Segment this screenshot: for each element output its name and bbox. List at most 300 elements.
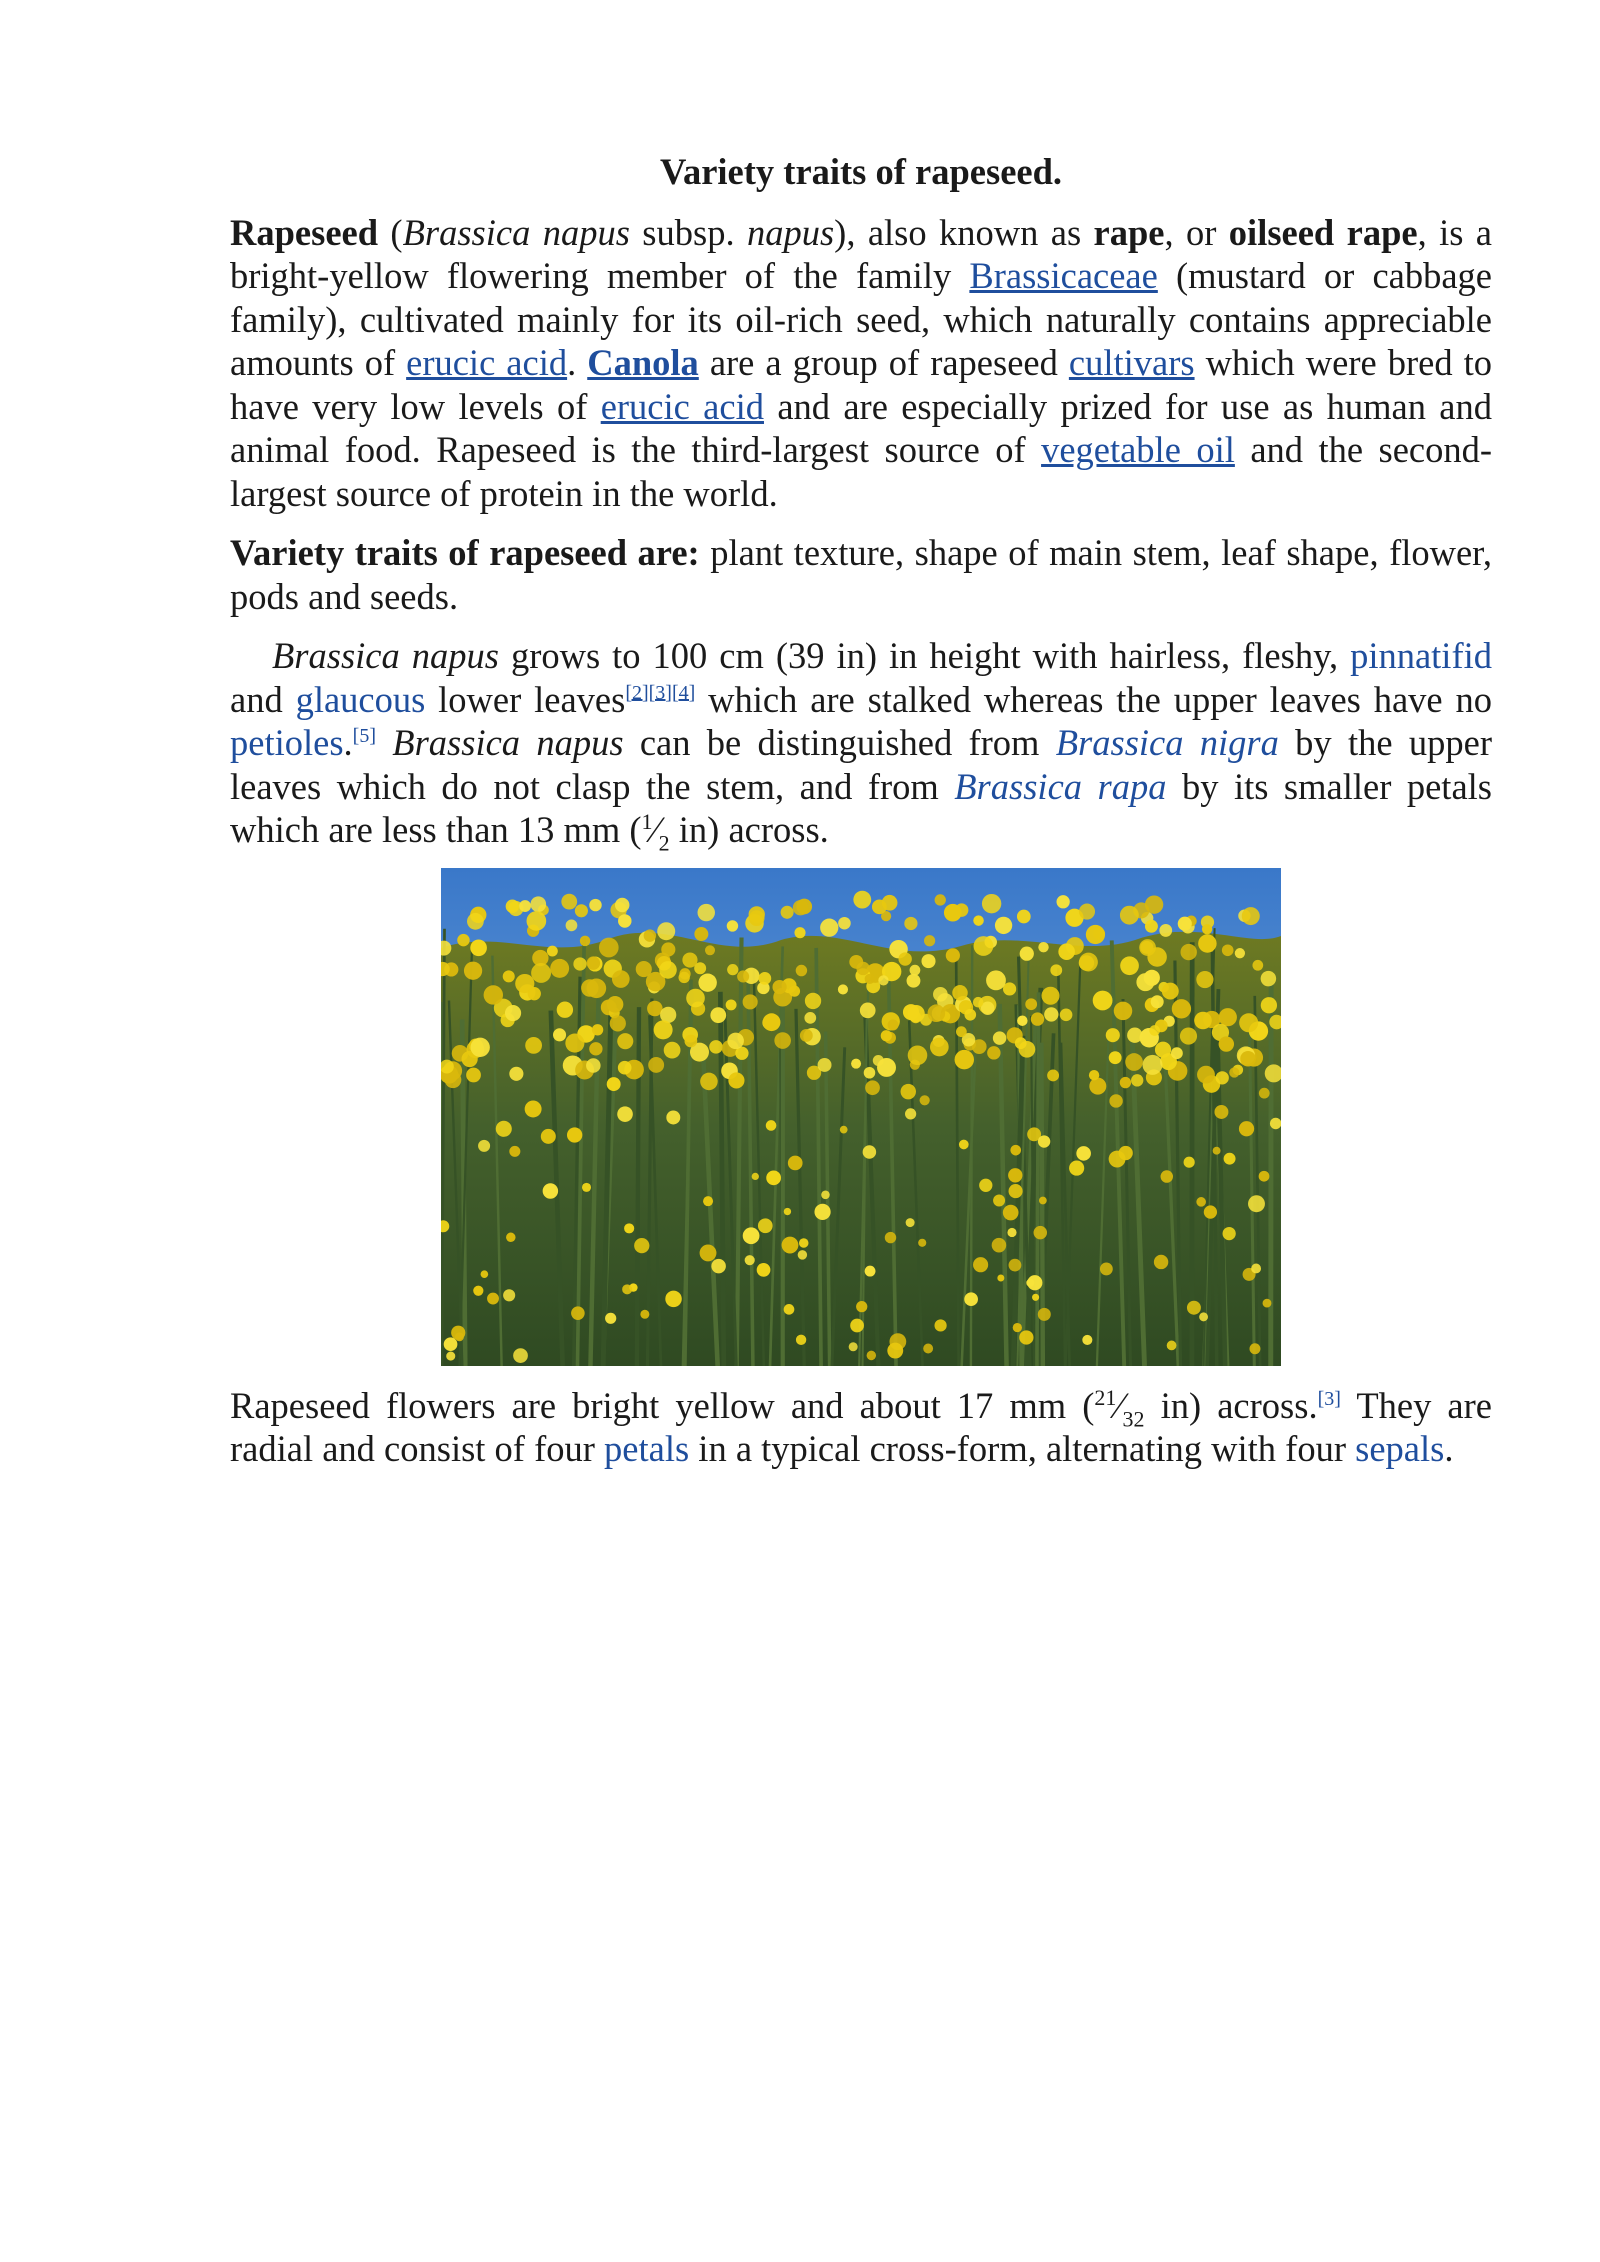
species-name: Brassica napus [272, 635, 499, 676]
flower-blossom [470, 1037, 489, 1056]
flower-blossom [1019, 1330, 1033, 1344]
flower-blossom [853, 890, 871, 908]
flower-blossom [1261, 970, 1277, 986]
flower-blossom [979, 1178, 992, 1191]
flower-blossom [589, 1042, 602, 1055]
link-erucic-acid-2[interactable]: erucic acid [600, 385, 764, 427]
link-erucic-acid[interactable]: erucic acid [406, 342, 568, 383]
flower-blossom [1248, 1195, 1265, 1212]
flower-blossom [1060, 1008, 1073, 1021]
link-pinnatifid[interactable]: pinnatifid [1350, 635, 1492, 676]
flower-blossom [920, 1095, 930, 1105]
fraction-denominator: 32 [1122, 1405, 1145, 1431]
flower-blossom [618, 1060, 632, 1074]
flower-blossom [1214, 1105, 1228, 1119]
flower-blossom [547, 945, 558, 956]
text-fragment: in) across. [669, 809, 829, 850]
flower-blossom [1120, 905, 1139, 924]
flower-blossom [644, 929, 656, 941]
flower-blossom [726, 999, 737, 1010]
flower-blossom [918, 1238, 926, 1246]
link-petioles[interactable]: petioles [230, 722, 344, 763]
link-brassicaceae[interactable]: Brassicaceae [969, 255, 1158, 296]
flower-blossom [908, 1004, 925, 1021]
term-oilseed-rape: oilseed rape [1228, 211, 1418, 253]
flower-blossom [665, 1290, 681, 1306]
flower-blossom [838, 984, 848, 994]
flower-blossom [1114, 1001, 1133, 1020]
flower-blossom [575, 904, 588, 917]
flower-blossom [993, 1031, 1006, 1044]
text-fragment: . [343, 722, 353, 763]
flowers-paragraph [230, 1384, 1492, 1471]
flower-blossom [587, 956, 600, 969]
flower-blossom [745, 1255, 755, 1265]
flower-blossom [525, 1100, 542, 1117]
flower-blossom [557, 1001, 573, 1017]
flower-blossom [992, 1237, 1007, 1252]
flower-blossom [1017, 909, 1031, 923]
flower-blossom [1198, 934, 1216, 952]
flower-blossom [1120, 1076, 1131, 1087]
flower-blossom [1259, 1170, 1270, 1181]
flower-blossom [1120, 956, 1139, 975]
flower-blossom [1219, 1008, 1237, 1026]
flower-blossom [955, 1049, 974, 1068]
text-fragment: and [230, 678, 296, 720]
flower-blossom [473, 1285, 483, 1295]
flower-blossom [1270, 1117, 1281, 1128]
flower-blossom [1151, 995, 1164, 1008]
flower-blossom [1079, 903, 1095, 919]
text-fragment: lower leaves [425, 678, 626, 720]
flower-blossom [1229, 1067, 1239, 1077]
flower-blossom [610, 1015, 626, 1031]
text-fragment: which are stalked whereas the upper leaves have no [695, 678, 1492, 720]
text-fragment [376, 722, 392, 763]
document-title: Variety traits of rapeseed. [659, 151, 1063, 192]
species-name: Brassica napus [402, 211, 630, 253]
text-fragment: (mustard or cabbage family), cultivated mainly for its oil-rich seed, which naturally contains appreciable amounts of [230, 255, 1492, 383]
flower-blossom [666, 1110, 680, 1124]
flower-blossom [550, 958, 569, 977]
flower-blossom [752, 1172, 759, 1179]
citation-refs-2-3-4[interactable]: [2][3][4] [625, 681, 696, 704]
flower-blossom [881, 1030, 892, 1041]
flower-blossom [1252, 959, 1263, 970]
flower-blossom [763, 1013, 781, 1031]
flower-blossom [928, 1004, 946, 1022]
citation-ref-3[interactable]: [3] [1317, 1387, 1341, 1410]
flower-blossom [1100, 1262, 1113, 1275]
flower-blossom [1056, 895, 1069, 908]
flower-blossom [924, 935, 935, 946]
flower-blossom [782, 1236, 799, 1253]
flower-blossom [1010, 1144, 1021, 1155]
flower-blossom [592, 1024, 603, 1035]
rapeseed-field-image [441, 868, 1281, 1366]
flower-blossom [907, 973, 921, 987]
flower-blossom [865, 1080, 880, 1095]
flower-blossom [509, 1145, 520, 1156]
flower-blossom [705, 945, 715, 955]
flower-blossom [496, 1120, 512, 1136]
flower-blossom [995, 916, 1012, 933]
flower-blossom [1041, 986, 1059, 1004]
fraction-denominator: 2 [658, 830, 670, 856]
flower-blossom [982, 893, 1001, 912]
flower-blossom [1239, 1013, 1258, 1032]
flower-blossom [1184, 1156, 1195, 1167]
flower-blossom [728, 1072, 744, 1088]
flower-blossom [1109, 1150, 1126, 1167]
flower-blossom [774, 1032, 791, 1049]
flower-blossom [1020, 946, 1034, 960]
flower-blossom [1167, 1340, 1177, 1350]
text-fragment: They are radial and consist of four [230, 1384, 1492, 1469]
flower-blossom [805, 992, 821, 1008]
flower-blossom [1136, 973, 1154, 991]
flower-blossom [1015, 1037, 1027, 1049]
flower-blossom [887, 1342, 903, 1358]
flower-blossom [617, 1106, 633, 1122]
flower-blossom [543, 1183, 558, 1198]
flower-blossom [1161, 1170, 1173, 1182]
flower-blossom [908, 1045, 928, 1065]
flower-blossom [727, 964, 738, 975]
flower-blossom [821, 1190, 830, 1199]
fraction-numerator: 1 [641, 808, 653, 834]
flower-blossom [935, 894, 946, 905]
flower-blossom [796, 964, 807, 975]
flower-blossom [1082, 1334, 1092, 1344]
flower-blossom [956, 1026, 967, 1037]
flower-blossom [1034, 1225, 1047, 1238]
flower-blossom [973, 1257, 988, 1272]
flower-blossom [1242, 907, 1260, 925]
flower-blossom [840, 1125, 848, 1133]
flower-blossom [1216, 1071, 1229, 1084]
term-rapeseed: Rapeseed [230, 211, 379, 253]
flower-blossom [1109, 1094, 1122, 1107]
text-fragment: subsp. [629, 211, 747, 253]
flower-blossom [987, 1046, 1000, 1059]
term-rape: rape [1093, 211, 1165, 253]
flower-blossom [1086, 924, 1105, 943]
flower-blossom [567, 1127, 582, 1142]
flower-blossom [586, 1058, 601, 1073]
flower-blossom [1202, 924, 1212, 934]
link-canola[interactable]: Canola [587, 342, 699, 383]
text-fragment: ( [378, 211, 403, 253]
flower-blossom [664, 1041, 681, 1058]
text-fragment: by the upper leaves which do not clasp the stem, and from [230, 722, 1492, 807]
flower-blossom [566, 919, 578, 931]
flower-blossom [856, 1301, 867, 1312]
flower-blossom [784, 1304, 795, 1315]
flower-blossom [873, 1054, 884, 1065]
flower-blossom [457, 933, 469, 945]
flower-blossom [901, 1083, 916, 1098]
flower-blossom [888, 1019, 899, 1030]
flower-blossom [506, 1232, 516, 1242]
flower-blossom [657, 922, 675, 940]
flower-blossom [1196, 1197, 1206, 1207]
link-sepals[interactable]: sepals [1355, 1428, 1445, 1469]
flower-blossom [1219, 1036, 1234, 1051]
traits-paragraph [230, 531, 1492, 618]
flower-blossom [1154, 1254, 1168, 1268]
flower-blossom [1003, 1204, 1019, 1220]
flower-blossom [506, 899, 519, 912]
flower-blossom [709, 1040, 723, 1054]
flower-blossom [1038, 941, 1048, 951]
flower-blossom [799, 1238, 809, 1248]
flower-blossom [794, 927, 805, 938]
flower-blossom [654, 1020, 673, 1039]
text-fragment: in) across. [1144, 1384, 1318, 1426]
flower-blossom [757, 1262, 771, 1276]
link-glaucous[interactable]: glaucous [295, 678, 426, 720]
flower-blossom [997, 1274, 1004, 1281]
link-vegetable-oil[interactable]: vegetable oil [1041, 429, 1235, 470]
flower-blossom [904, 916, 917, 929]
flower-blossom [466, 1067, 481, 1082]
traits-lead: Variety traits of rapeseed are: [230, 532, 700, 573]
text-fragment: . [1444, 1428, 1454, 1469]
flower-blossom [478, 1139, 490, 1151]
flower-blossom [867, 1350, 877, 1360]
flower-blossom [1013, 1322, 1022, 1331]
flower-blossom [513, 1348, 528, 1363]
flower-blossom [973, 996, 984, 1007]
flower-blossom [634, 1237, 649, 1252]
flower-blossom [1106, 1028, 1120, 1042]
fraction-slash: ⁄ [652, 809, 659, 850]
flower-blossom [863, 1145, 877, 1159]
flower-blossom [444, 1337, 458, 1351]
flower-blossom [959, 1139, 969, 1149]
flower-blossom [487, 1292, 499, 1304]
flower-blossom [930, 1037, 949, 1056]
flower-blossom [934, 1319, 946, 1331]
text-fragment: . [567, 342, 588, 383]
flower-blossom [481, 1270, 489, 1278]
flower-blossom [686, 988, 705, 1007]
flower-blossom [727, 1032, 744, 1049]
flower-blossom [1039, 1196, 1047, 1204]
flower-blossom [1149, 1025, 1160, 1036]
flower-blossom [1009, 1258, 1022, 1271]
flower-blossom [921, 954, 935, 968]
flower-blossom [698, 903, 715, 920]
text-fragment: and are especially prized for use as human and animal food. Rapeseed is the third-largest source of [230, 385, 1492, 470]
text-fragment: , or [1164, 211, 1229, 253]
flower-blossom [973, 915, 984, 926]
flower-blossom [878, 975, 888, 985]
flower-blossom [528, 987, 541, 1000]
fraction-numerator: 21 [1094, 1384, 1117, 1410]
flower-blossom [1199, 1312, 1208, 1321]
flower-blossom [624, 1223, 634, 1233]
flower-blossom [993, 1194, 1005, 1206]
flower-blossom [580, 935, 590, 945]
flower-blossom [1213, 1146, 1221, 1154]
flower-blossom [659, 961, 677, 979]
flower-blossom [541, 1128, 556, 1143]
flower-blossom [804, 1012, 816, 1024]
flower-blossom [865, 973, 875, 983]
text-fragment: which were bred to have very low levels of [230, 342, 1492, 427]
flower-blossom [622, 1284, 632, 1294]
flower-blossom [1181, 943, 1197, 959]
flower-blossom [814, 1203, 830, 1219]
subspecies-name: napus [746, 211, 835, 253]
flower-blossom [885, 1231, 896, 1242]
flower-blossom [1224, 1152, 1236, 1164]
flower-blossom [648, 1056, 664, 1072]
flower-blossom [1038, 1307, 1051, 1320]
flower-blossom [1159, 924, 1172, 937]
flower-blossom [519, 900, 531, 912]
flower-blossom [964, 1292, 978, 1306]
traits-list: plant texture, shape of main stem, leaf shape, flower, pods and seeds. [230, 532, 1492, 617]
flower-blossom [851, 1058, 861, 1068]
flower-blossom [618, 914, 631, 927]
text-fragment: are a group of rapeseed [698, 342, 1069, 383]
flower-blossom [1076, 1146, 1091, 1161]
flower-blossom [1089, 1077, 1106, 1094]
flower-blossom [605, 1312, 616, 1323]
flower-blossom [796, 1334, 806, 1344]
link-brassica-nigra[interactable]: Brassica nigra [1055, 722, 1279, 763]
link-petals[interactable]: petals [604, 1428, 690, 1469]
rapeseed-field-photo [441, 868, 1281, 1366]
flower-blossom [599, 937, 619, 957]
flower-blossom [820, 918, 838, 936]
flower-blossom [743, 1227, 760, 1244]
flower-blossom [503, 970, 515, 982]
flower-blossom [864, 1066, 876, 1078]
flower-blossom [1263, 1298, 1272, 1307]
flower-blossom [1172, 999, 1191, 1018]
flower-blossom [1069, 1160, 1084, 1175]
flower-blossom [698, 973, 716, 991]
flower-blossom [793, 899, 808, 914]
flower-blossom [1194, 1011, 1212, 1029]
text-fragment: and the second-largest source of protein in the world. [230, 429, 1492, 514]
flower-blossom [838, 916, 851, 929]
flower-blossom [788, 1155, 803, 1170]
species-name: Brassica napus [392, 722, 624, 763]
flower-blossom [525, 1036, 542, 1053]
flower-blossom [1131, 1074, 1143, 1086]
flower-blossom [1222, 944, 1234, 956]
flower-blossom [1047, 1069, 1059, 1081]
flower-blossom [906, 1218, 915, 1227]
flower-blossom [553, 1028, 566, 1041]
flower-blossom [1009, 1184, 1023, 1198]
flower-blossom [923, 1343, 933, 1353]
flower-blossom [766, 1170, 781, 1185]
flower-blossom [737, 970, 749, 982]
flower-blossom [856, 961, 869, 974]
flower-blossom [531, 963, 551, 983]
flower-blossom [1032, 1293, 1039, 1300]
flower-blossom [860, 1002, 876, 1018]
flower-blossom [758, 1218, 773, 1233]
flower-blossom [1235, 948, 1245, 958]
flower-blossom [1178, 916, 1192, 930]
flower-blossom [527, 911, 547, 931]
flower-blossom [1125, 1053, 1143, 1071]
flower-blossom [607, 1077, 621, 1091]
flower-blossom [1058, 943, 1075, 960]
flower-blossom [470, 939, 487, 956]
flower-blossom [784, 1207, 791, 1214]
flower-blossom [1093, 990, 1113, 1010]
flower-blossom [1089, 1070, 1099, 1080]
flower-blossom [964, 1008, 976, 1020]
text-fragment: in a typical cross-form, alternating with four [689, 1428, 1356, 1469]
flower-blossom [455, 1332, 464, 1341]
flower-blossom [640, 1309, 649, 1318]
flower-blossom [1079, 952, 1098, 971]
flower-blossom [1240, 1050, 1256, 1066]
flower-blossom [1050, 964, 1062, 976]
flower-blossom [446, 1351, 455, 1360]
text-fragment: by its smaller petals which are less than 13 mm ( [230, 765, 1492, 850]
flower-blossom [1162, 982, 1179, 999]
flower-blossom [1171, 1047, 1183, 1059]
flower-blossom [905, 1108, 916, 1119]
flower-blossom [727, 920, 738, 931]
flower-blossom [505, 1004, 521, 1020]
flower-blossom [1249, 1343, 1260, 1354]
flower-blossom [986, 970, 1006, 990]
flower-blossom [561, 893, 577, 909]
flower-blossom [581, 979, 598, 996]
fraction-slash: ⁄ [1116, 1384, 1123, 1426]
text-fragment: grows to 100 cm (39 in) in height with hairless, fleshy, [498, 635, 1351, 676]
flower-blossom [1143, 1054, 1163, 1074]
flower-blossom [615, 897, 629, 911]
flower-blossom [910, 964, 921, 975]
flower-blossom [582, 1182, 591, 1191]
link-cultivars[interactable]: cultivars [1068, 342, 1195, 383]
flower-blossom [798, 1250, 807, 1259]
citation-ref-5[interactable]: [5] [352, 724, 376, 747]
flower-blossom [509, 1066, 523, 1080]
flower-blossom [565, 1033, 584, 1052]
flower-blossom [1239, 1121, 1254, 1136]
flower-blossom [1197, 1065, 1215, 1083]
flower-blossom [1259, 1087, 1270, 1098]
flower-blossom [1251, 1263, 1261, 1273]
flower-blossom [1196, 970, 1213, 987]
flower-blossom [849, 1342, 858, 1351]
flower-blossom [694, 927, 708, 941]
flower-blossom [946, 948, 960, 962]
description-paragraph [230, 634, 1492, 856]
flower-blossom [1204, 1205, 1217, 1218]
link-brassica-rapa[interactable]: Brassica rapa [954, 765, 1167, 807]
flower-blossom [1027, 1275, 1042, 1290]
stem [1037, 992, 1039, 1366]
flower-blossom [1031, 1012, 1044, 1025]
flower-blossom [464, 961, 482, 979]
flower-blossom [589, 898, 601, 910]
